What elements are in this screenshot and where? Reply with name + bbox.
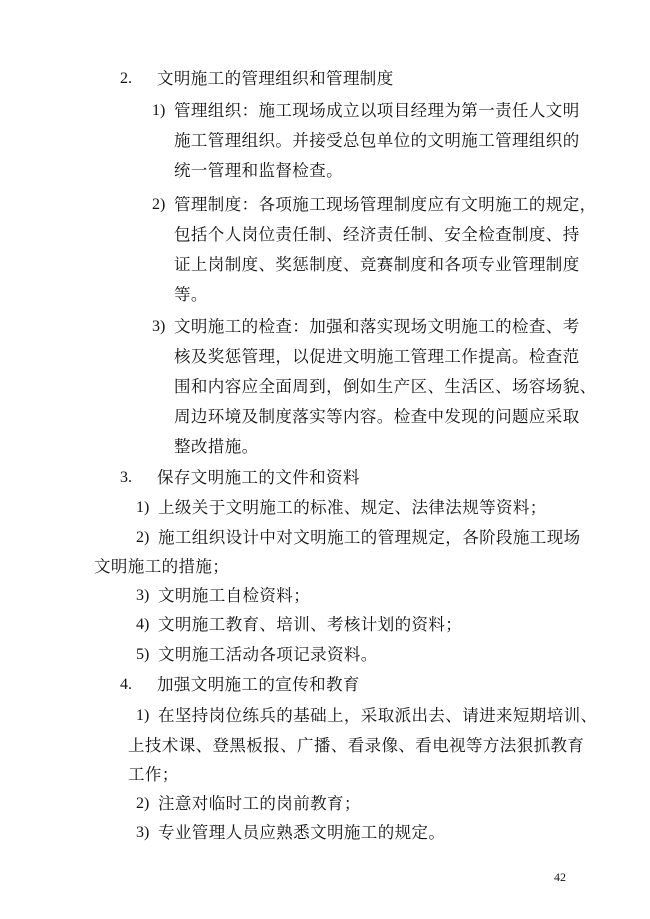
s3-item-4-number: 4) <box>136 616 150 633</box>
s3-item-5-line-1: 文明施工活动各项记录资料。 <box>158 645 378 664</box>
s3-item-2-number: 2) <box>136 529 150 546</box>
s3-item-1-number: 1) <box>136 499 150 516</box>
s2-item-1-number: 1) <box>152 102 166 119</box>
s2-item-3-line-1: 文明施工的检查：加强和落实现场文明施工的检查、考 <box>174 317 580 336</box>
s2-item-3-line-3: 围和内容应全面周到，倒如生产区、生活区、场容场貌、 <box>174 377 597 396</box>
s3-item-3-number: 3) <box>136 587 150 604</box>
s2-item-2-number: 2) <box>152 196 166 213</box>
s2-item-3-line-5: 整改措施。 <box>174 437 259 456</box>
s4-item-3-number: 3) <box>136 824 150 841</box>
section-4-number: 4. <box>120 676 132 693</box>
page-number: 42 <box>554 870 566 884</box>
s4-item-1-number: 1) <box>136 707 150 724</box>
s3-item-5-number: 5) <box>136 646 150 663</box>
s2-item-2-line-4: 等。 <box>174 285 208 304</box>
s4-item-1-line-2: 上技术课、登黑板报、广播、看录像、看电视等方法狠抓教育 <box>128 736 585 755</box>
s2-item-2-line-1: 管理制度：各项施工现场管理制度应有文明施工的规定， <box>174 195 597 214</box>
section-3-number: 3. <box>120 469 132 486</box>
s3-item-2-line-1: 施工组织设计中对文明施工的管理规定，各阶段施工现场 <box>158 528 581 547</box>
s2-item-3-number: 3) <box>152 318 166 335</box>
s2-item-1-line-3: 统一管理和监督检查。 <box>174 161 343 180</box>
s4-item-3-line-1: 专业管理人员应熟悉文明施工的规定。 <box>158 823 446 842</box>
s2-item-1-line-1: 管理组织：施工现场成立以项目经理为第一责任人文明 <box>174 101 580 120</box>
section-2-number: 2. <box>120 70 132 87</box>
s2-item-2-line-3: 证上岗制度、奖惩制度、竞赛制度和各项专业管理制度 <box>174 255 580 274</box>
s3-item-3-line-1: 文明施工自检资料； <box>158 586 311 605</box>
s3-item-2-line-2: 文明施工的措施； <box>94 557 230 576</box>
section-3-heading: 保存文明施工的文件和资料 <box>157 468 360 487</box>
s2-item-3-line-2: 核及奖惩管理，以促进文明施工管理工作提高。检查范 <box>174 347 580 366</box>
s4-item-2-line-1: 注意对临时工的岗前教育； <box>158 794 361 813</box>
section-4-heading: 加强文明施工的宣传和教育 <box>157 675 360 694</box>
s2-item-2-line-2: 包括个人岗位责任制、经济责任制、安全检查制度、持 <box>174 225 580 244</box>
s4-item-2-number: 2) <box>136 795 150 812</box>
s3-item-4-line-1: 文明施工教育、培训、考核计划的资料； <box>158 615 463 634</box>
s2-item-3-line-4: 周边环境及制度落实等内容。检查中发现的问题应采取 <box>174 407 580 426</box>
s4-item-1-line-1: 在坚持岗位练兵的基础上，采取派出去、请进来短期培训、 <box>158 706 598 725</box>
s2-item-1-line-2: 施工管理组织。并接受总包单位的文明施工管理组织的 <box>174 131 580 150</box>
s4-item-1-line-3: 工作； <box>128 765 179 784</box>
section-2-heading: 文明施工的管理组织和管理制度 <box>157 69 394 88</box>
s3-item-1-line-1: 上级关于文明施工的标准、规定、法律法规等资料； <box>158 498 547 517</box>
